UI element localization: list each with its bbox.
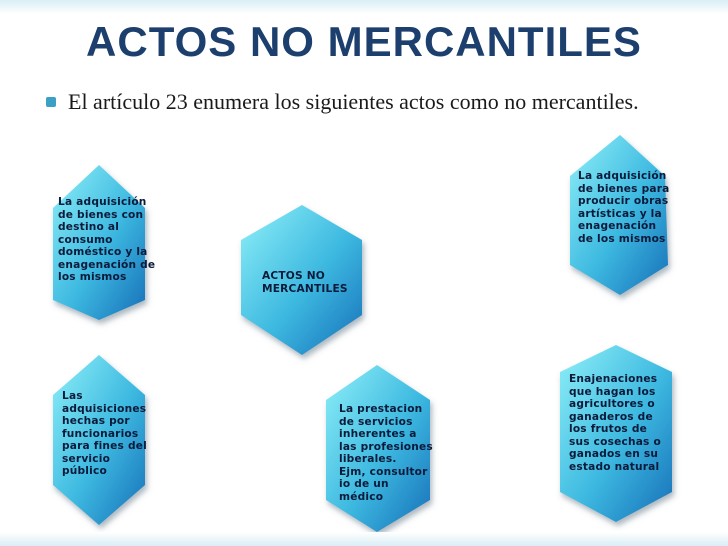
slide-title: ACTOS NO MERCANTILES — [86, 18, 642, 65]
bullet-text: El artículo 23 enumera los siguientes actos como no mercantiles. — [68, 89, 639, 114]
hexagon-center-text: ACTOS NO MERCANTILES — [262, 270, 348, 295]
hexagon-right-bottom-text: Enajenaciones que hagan los agricultores o ganaderos de los frutos de sus cosechas o ganados en su estado natural — [569, 373, 661, 473]
hexagon-center-bottom-text: La prestacion de servicios inherentes a las profesiones liberales. Ejm, consultor io de un médico — [339, 403, 433, 503]
hexagon-left-bottom-text: Las adquisiciones hechas por funcionarios para fines del servicio público — [62, 390, 147, 477]
hexagon-left-top-text: La adquisición de bienes con destino al consumo doméstico y la enagenación de los mismos — [58, 196, 156, 283]
hexagon-right-top-text: La adquisición de bienes para producir obras artísticas y la enagenación de los mismos — [578, 170, 670, 245]
bottom-decorative-bar — [0, 532, 728, 546]
